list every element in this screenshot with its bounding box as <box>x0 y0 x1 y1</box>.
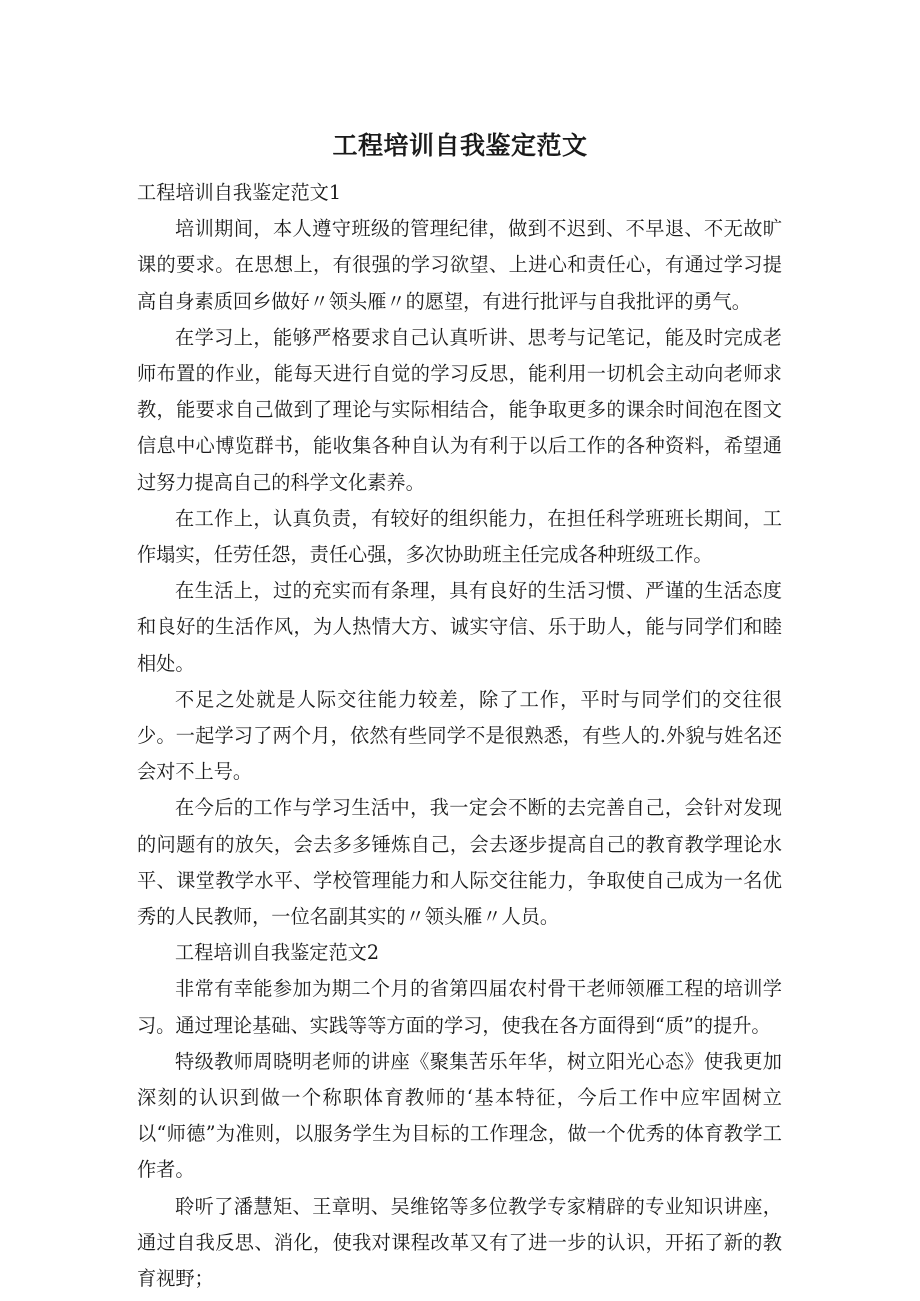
paragraph: 非常有幸能参加为期二个月的省第四届农村骨干老师领雁工程的培训学习。通过理论基础、实践等等方面的学习，使我在各方面得到“质”的提升。 <box>137 977 782 1037</box>
paragraph: 不足之处就是人际交往能力较差，除了工作，平时与同学们的交往很少。一起学习了两个月，依然有些同学不是很熟悉，有些人的.外貌与姓名还会对不上号。 <box>137 687 782 784</box>
paragraph: 在学习上，能够严格要求自己认真听讲、思考与记笔记，能及时完成老师布置的作业，能每天进行自觉的学习反思，能利用一切机会主动向老师求教，能要求自己做到了理论与实际相结合，能争取更多的课余时间泡在图文信息中心博览群书，能收集各种自认为有利于以后工作的各种资料，希望通过努力提高自己的科学文化素养。 <box>137 325 782 494</box>
paragraph: 特级教师周晓明老师的讲座《聚集苦乐年华，树立阳光心态》使我更加深刻的认识到做一个称职体育教师的‘基本特征，今后工作中应牢固树立以“师德”为准则，以服务学生为目标的工作理念，做一个优秀的体育教学工作者。 <box>137 1049 782 1182</box>
paragraph: 聆听了潘慧矩、王章明、吴维铭等多位教学专家精辟的专业知识讲座，通过自我反思、消化，使我对课程改革又有了进一步的认识，开拓了新的教育视野； <box>137 1194 782 1291</box>
paragraph: 在工作上，认真负责，有较好的组织能力，在担任科学班班长期间，工作塌实，任劳任怨，责任心强，多次协助班主任完成各种班级工作。 <box>137 506 782 567</box>
paragraph: 培训期间，本人遵守班级的管理纪律，做到不迟到、不早退、不无故旷课的要求。在思想上，有很强的学习欲望、上进心和责任心，有通过学习提高自身素质回乡做好〃领头雁〃的愿望，有进行批评与自我批评的勇气。 <box>137 217 782 313</box>
section-heading: 工程培训自我鉴定范文1 <box>137 181 342 204</box>
section-heading: 工程培训自我鉴定范文2 <box>175 941 380 965</box>
paragraph: 在今后的工作与学习生活中，我一定会不断的去完善自己，会针对发现的问题有的放矢，会去多多锤炼自己，会去逐步提高自己的教育教学理论水平、课堂教学水平、学校管理能力和人际交往能力，争取使自己成为一名优秀的人民教师，一位名副其实的〃领头雁〃人员。 <box>137 796 782 929</box>
document-title: 工程培训自我鉴定范文 <box>332 131 588 160</box>
paragraph: 在生活上，过的充实而有条理，具有良好的生活习惯、严谨的生活态度和良好的生活作风，为人热情大方、诚实守信、乐于助人，能与同学们和睦相处。 <box>137 579 782 675</box>
document-body <box>137 175 782 1297</box>
